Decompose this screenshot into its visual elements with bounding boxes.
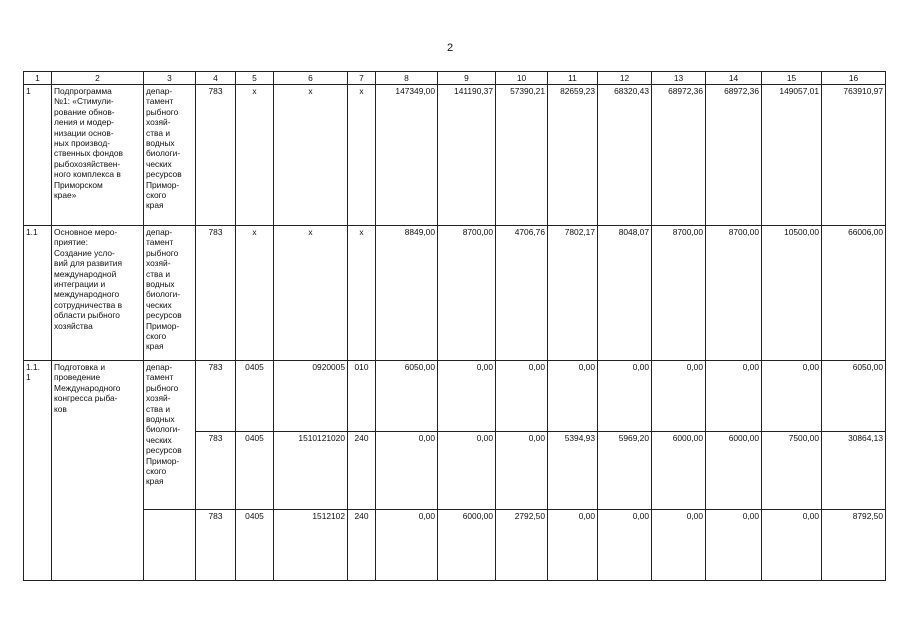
cell-c13: 6000,00 xyxy=(652,432,706,510)
cell-c8: 0,00 xyxy=(376,510,438,581)
header-cell: 8 xyxy=(376,72,438,85)
cell-c9: 6000,00 xyxy=(438,510,496,581)
cell-c11: 82659,23 xyxy=(548,85,598,226)
page-number: 2 xyxy=(447,42,454,54)
header-cell: 6 xyxy=(274,72,348,85)
header-cell: 14 xyxy=(706,72,762,85)
table-row xyxy=(24,85,886,226)
header-cell: 4 xyxy=(196,72,236,85)
row-executor-empty xyxy=(144,510,196,581)
cell-c8: 0,00 xyxy=(376,432,438,510)
cell-c12: 0,00 xyxy=(598,361,652,432)
cell-c4: 783 xyxy=(196,432,236,510)
cell-c15: 0,00 xyxy=(762,510,822,581)
header-cell: 9 xyxy=(438,72,496,85)
table-row xyxy=(24,510,886,581)
header-cell: 15 xyxy=(762,72,822,85)
cell-c5: x xyxy=(236,85,274,226)
cell-c7: x xyxy=(348,85,376,226)
cell-c4: 783 xyxy=(196,510,236,581)
cell-c11: 0,00 xyxy=(548,510,598,581)
cell-c11: 5394,93 xyxy=(548,432,598,510)
cell-c10: 0,00 xyxy=(496,432,548,510)
cell-c13: 0,00 xyxy=(652,361,706,432)
header-cell: 3 xyxy=(144,72,196,85)
row-number: 1.1. 1 xyxy=(24,361,52,581)
cell-c8: 6050,00 xyxy=(376,361,438,432)
row-name: Подпрограмма №1: «Стимули- рование обнов- ления и модер- низации основ- ных производ- ственных фондов рыбохозяйствен- ного комплекса в Приморском крае» xyxy=(52,85,144,226)
cell-c13: 8700,00 xyxy=(652,226,706,361)
cell-c16: 763910,97 xyxy=(822,85,886,226)
cell-c9: 0,00 xyxy=(438,432,496,510)
cell-c4: 783 xyxy=(196,226,236,361)
cell-c16: 6050,00 xyxy=(822,361,886,432)
header-cell: 7 xyxy=(348,72,376,85)
header-cell: 13 xyxy=(652,72,706,85)
cell-c4: 783 xyxy=(196,85,236,226)
cell-c12: 5969,20 xyxy=(598,432,652,510)
cell-c5: 0405 xyxy=(236,510,274,581)
cell-c6: 1512102 xyxy=(274,510,348,581)
header-cell: 5 xyxy=(236,72,274,85)
header-cell: 10 xyxy=(496,72,548,85)
cell-c9: 0,00 xyxy=(438,361,496,432)
cell-c12: 0,00 xyxy=(598,510,652,581)
header-cell: 1 xyxy=(24,72,52,85)
cell-c6: x xyxy=(274,226,348,361)
header-cell: 2 xyxy=(52,72,144,85)
cell-c13: 68972,36 xyxy=(652,85,706,226)
cell-c16: 30864,13 xyxy=(822,432,886,510)
cell-c7: x xyxy=(348,226,376,361)
cell-c11: 0,00 xyxy=(548,361,598,432)
cell-c6: 0920005 xyxy=(274,361,348,432)
row-executor: депар- тамент рыбного хозяй- ства и водных биологи- ческих ресурсов Примор- ского края xyxy=(144,361,196,510)
cell-c7: 240 xyxy=(348,432,376,510)
cell-c10: 4706,76 xyxy=(496,226,548,361)
cell-c13: 0,00 xyxy=(652,510,706,581)
cell-c14: 0,00 xyxy=(706,361,762,432)
cell-c14: 68972,36 xyxy=(706,85,762,226)
row-executor: депар- тамент рыбного хозяй- ства и водных биологи- ческих ресурсов Примор- ского края xyxy=(144,85,196,226)
cell-c15: 7500,00 xyxy=(762,432,822,510)
header-cell: 12 xyxy=(598,72,652,85)
cell-c10: 2792,50 xyxy=(496,510,548,581)
cell-c5: 0405 xyxy=(236,432,274,510)
cell-c12: 68320,43 xyxy=(598,85,652,226)
cell-c12: 8048,07 xyxy=(598,226,652,361)
cell-c15: 0,00 xyxy=(762,361,822,432)
cell-c8: 8849,00 xyxy=(376,226,438,361)
cell-c16: 8792,50 xyxy=(822,510,886,581)
cell-c6: 1510121020 xyxy=(274,432,348,510)
cell-c11: 7802,17 xyxy=(548,226,598,361)
cell-c15: 149057,01 xyxy=(762,85,822,226)
row-number: 1.1 xyxy=(24,226,52,361)
cell-c7: 240 xyxy=(348,510,376,581)
header-row xyxy=(24,72,886,85)
cell-c15: 10500,00 xyxy=(762,226,822,361)
budget-table xyxy=(23,71,886,581)
cell-c7: 010 xyxy=(348,361,376,432)
header-cell: 11 xyxy=(548,72,598,85)
cell-c9: 141190,37 xyxy=(438,85,496,226)
cell-c6: x xyxy=(274,85,348,226)
row-name: Подготовка и проведение Международного конгресса рыба- ков xyxy=(52,361,144,581)
cell-c9: 8700,00 xyxy=(438,226,496,361)
cell-c14: 0,00 xyxy=(706,510,762,581)
cell-c14: 8700,00 xyxy=(706,226,762,361)
header-cell: 16 xyxy=(822,72,886,85)
cell-c10: 0,00 xyxy=(496,361,548,432)
cell-c4: 783 xyxy=(196,361,236,432)
table-row xyxy=(24,361,886,432)
table-row xyxy=(24,226,886,361)
cell-c5: 0405 xyxy=(236,361,274,432)
cell-c16: 66006,00 xyxy=(822,226,886,361)
cell-c14: 6000,00 xyxy=(706,432,762,510)
row-executor: депар- тамент рыбного хозяй- ства и водных биологи- ческих ресурсов Примор- ского края xyxy=(144,226,196,361)
cell-c5: x xyxy=(236,226,274,361)
row-number: 1 xyxy=(24,85,52,226)
cell-c8: 147349,00 xyxy=(376,85,438,226)
row-name: Основное меро- приятие: Создание усло- вий для развития международной интеграции и международного сотрудничества в области рыбного хозяйства xyxy=(52,226,144,361)
cell-c10: 57390,21 xyxy=(496,85,548,226)
